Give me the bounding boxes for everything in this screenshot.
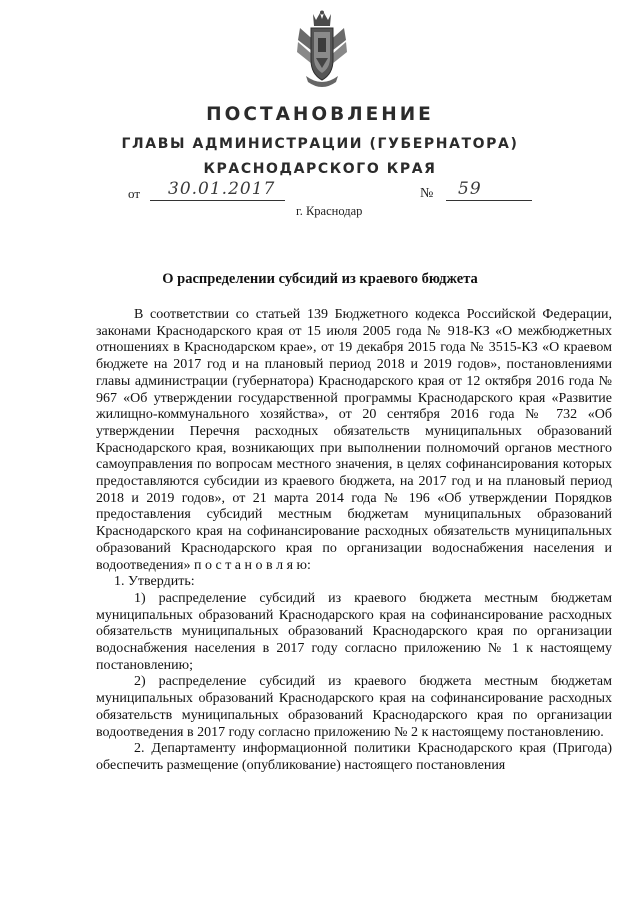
city-label: г. Краснодар — [296, 204, 363, 218]
document-type-heading: ПОСТАНОВЛЕНИЕ — [206, 104, 434, 125]
issuer-heading: ГЛАВЫ АДМИНИСТРАЦИИ (ГУБЕРНАТОРА) — [121, 136, 519, 152]
clause-2-paragraph: 2. Департаменту информационной политики Краснодарского края (Пригода) обеспечить размещение (опубликование) настоящего постановления — [96, 741, 612, 773]
handwritten-date: 30.01.2017 — [168, 179, 276, 199]
number-prefix: № — [420, 186, 434, 201]
clause-1-2-paragraph: 2) распределение субсидий из краевого бюджета местным бюджетам муниципальных образований Краснодарского края на софинансирование расходных обязательств муниципальных образований Краснодарского края по организации водоотведения в 2017 году согласно приложению № 2 к настоящему постановлению. — [96, 674, 612, 740]
region-heading: КРАСНОДАРСКОГО КРАЯ — [203, 161, 437, 177]
clause-1-1-paragraph: 1) распределение субсидий из краевого бюджета местным бюджетам муниципальных образований Краснодарского края на софинансирование расходных обязательств муниципальных образований Краснодарского края по организации водоснабжения населения в 2017 году согласно приложению № 1 к настоящему постановлению; — [96, 590, 612, 673]
date-prefix: от — [128, 186, 141, 201]
handwritten-number: 59 — [458, 179, 482, 199]
preamble-paragraph: В соответствии со статьей 139 Бюджетного кодекса Российской Федерации, законами Краснодарского края от 15 июля 2005 года № 918-КЗ «О межбюджетных отношениях в Краснодарском крае», от 19 декабря 2015 года № 3515-КЗ «О краевом бюджете на 2017 год и на плановый период 2018 и 2019 годов», постановлениями главы администрации (губернатора) Краснодарского края от 12 октября 2016 года № 967 «Об утверждении государственной программы Краснодарского края «Развитие жилищно-коммунального хозяйства», от 20 сентября 2016 года № 732 «Об утверждении Перечня расходных обязательств муниципальных образований Краснодарского края, возникающих при выполнении полномочий органов местного самоуправления по вопросам местного значения, в целях софинансирования которых предоставляются субсидии из краевого бюджета, на 2017 год и на плановый период 2018 и 2019 годов», от 21 марта 2014 года № 196 «Об утверждении Порядков предоставления субсидий местным бюджетам муниципальных образований Краснодарского края на софинансирование расходных обязательств муниципальных образований Краснодарского края по организации водоснабжения населения и водоотведения» п о с т а н о в л я ю: — [96, 307, 612, 573]
coat-of-arms-icon — [296, 10, 348, 90]
clause-1-paragraph: 1. Утвердить: — [114, 574, 195, 590]
date-underline — [150, 200, 285, 201]
document-body — [96, 307, 612, 775]
number-underline — [446, 200, 532, 201]
document-title: О распределении субсидий из краевого бюджета — [162, 271, 478, 287]
